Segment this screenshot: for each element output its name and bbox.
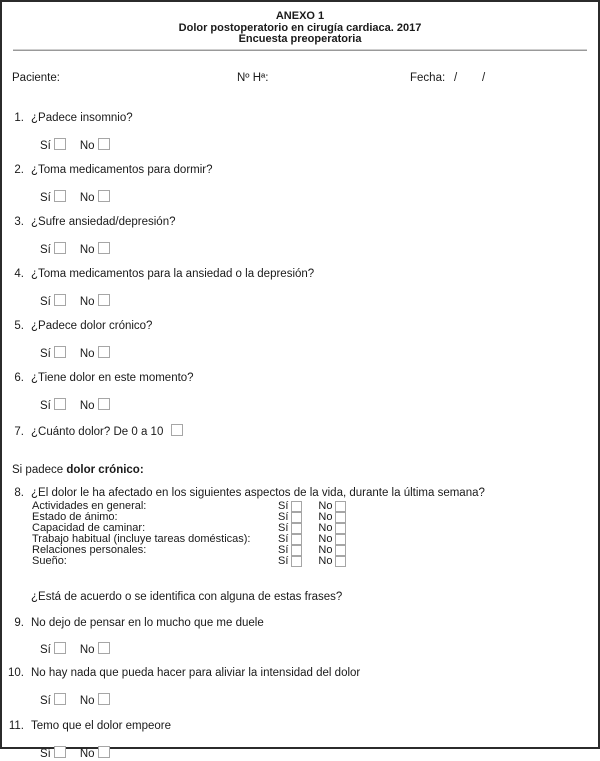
form-subtitle-2: Encuesta preoperatoria [238, 33, 362, 45]
date-label: Fecha: [410, 71, 446, 84]
question-6-text: ¿Tiene dolor en este momento? [31, 371, 194, 384]
chronic-intro-bold: dolor crónico: [66, 463, 144, 476]
pain-score-checkbox[interactable] [171, 424, 183, 436]
question-7-number: 7. [14, 425, 24, 438]
yes-checkbox[interactable] [54, 138, 66, 150]
question-5-text: ¿Padece dolor crónico? [31, 319, 153, 332]
no-checkbox[interactable] [98, 398, 110, 410]
yes-label: Sí [40, 295, 51, 308]
question-5-answers [2, 346, 598, 359]
question-11-answers [2, 746, 598, 759]
no-checkbox[interactable] [98, 346, 110, 358]
question-8-line [2, 487, 598, 500]
yes-checkbox[interactable] [291, 523, 302, 534]
no-label: No [79, 643, 95, 656]
aspect-row-mood [2, 512, 598, 523]
question-6-number: 6. [14, 371, 24, 384]
history-number-label: Nº Hª: [237, 71, 269, 84]
aspect-label: Actividades en general: [32, 499, 147, 512]
yes-label: Sí [278, 510, 289, 523]
question-2-answers [2, 190, 598, 203]
aspect-label: Sueño: [32, 554, 67, 567]
no-label: No [318, 510, 333, 523]
yes-checkbox[interactable] [291, 545, 302, 556]
yes-label: Sí [40, 747, 51, 760]
question-2-text: ¿Toma medicamentos para dormir? [31, 163, 213, 176]
yes-label: Sí [40, 243, 51, 256]
yes-label: Sí [40, 694, 51, 707]
question-3-number: 3. [14, 215, 24, 228]
form-title: ANEXO 1 [275, 10, 325, 22]
no-checkbox[interactable] [98, 294, 110, 306]
patient-info-row [2, 72, 598, 85]
aspect-label: Trabajo habitual (incluye tareas domésticas): [32, 532, 251, 545]
yes-checkbox[interactable] [54, 346, 66, 358]
yes-label: Sí [40, 643, 51, 656]
yes-checkbox[interactable] [54, 242, 66, 254]
question-7 [2, 424, 598, 439]
yes-checkbox[interactable] [54, 746, 66, 758]
question-8-number: 8. [14, 486, 24, 499]
header-divider [13, 49, 587, 51]
no-checkbox[interactable] [335, 545, 346, 556]
aspect-label: Estado de ánimo: [32, 510, 118, 523]
question-3 [2, 216, 598, 229]
no-label: No [79, 191, 95, 204]
question-11-number: 11. [8, 719, 24, 732]
no-label: No [79, 399, 95, 412]
no-label: No [79, 747, 95, 760]
question-2 [2, 164, 598, 177]
yes-label: Sí [278, 499, 289, 512]
question-4-answers [2, 294, 598, 307]
aspect-row-sleep [2, 556, 598, 567]
yes-checkbox[interactable] [54, 190, 66, 202]
question-4 [2, 268, 598, 281]
question-8 [2, 487, 598, 567]
chronic-intro-text: Si padece [12, 463, 67, 476]
question-3-text: ¿Sufre ansiedad/depresión? [31, 215, 176, 228]
yes-checkbox[interactable] [291, 556, 302, 567]
no-label: No [318, 543, 333, 556]
question-5-number: 5. [14, 319, 24, 332]
question-9-text: No dejo de pensar en lo mucho que me duele [31, 616, 264, 629]
no-checkbox[interactable] [98, 138, 110, 150]
aspect-label: Relaciones personales: [32, 543, 147, 556]
question-11 [2, 720, 598, 733]
aspect-row-general-activities [2, 501, 598, 512]
yes-label: Sí [278, 554, 289, 567]
yes-label: Sí [40, 191, 51, 204]
question-9 [2, 617, 598, 630]
aspect-label: Capacidad de caminar: [32, 521, 146, 534]
no-checkbox[interactable] [335, 556, 346, 567]
no-label: No [79, 295, 95, 308]
no-checkbox[interactable] [98, 746, 110, 758]
patient-label: Paciente: [12, 71, 60, 84]
question-1-answers [2, 138, 598, 151]
no-checkbox[interactable] [98, 693, 110, 705]
question-10-text: No hay nada que pueda hacer para aliviar la intensidad del dolor [31, 666, 361, 679]
no-checkbox[interactable] [335, 512, 346, 523]
no-checkbox[interactable] [335, 534, 346, 545]
yes-checkbox[interactable] [291, 534, 302, 545]
question-6-answers [2, 398, 598, 411]
question-5 [2, 320, 598, 333]
yes-label: Sí [278, 543, 289, 556]
no-checkbox[interactable] [98, 190, 110, 202]
question-1-number: 1. [14, 111, 24, 124]
no-checkbox[interactable] [335, 501, 346, 512]
question-9-number: 9. [14, 616, 24, 629]
form-subtitle: Dolor postoperatorio en cirugía cardiaca. 2017 [178, 21, 422, 34]
question-1-text: ¿Padece insomnio? [31, 111, 133, 124]
question-4-number: 4. [14, 267, 24, 280]
question-6 [2, 372, 598, 385]
question-8-aspects [2, 501, 598, 567]
form-header [2, 2, 598, 46]
question-7-text: ¿Cuánto dolor? De 0 a 10 [31, 425, 164, 438]
question-8-text: ¿El dolor le ha afectado en los siguientes aspectos de la vida, durante la última semana? [31, 486, 485, 499]
yes-checkbox[interactable] [54, 294, 66, 306]
no-label: No [79, 347, 95, 360]
question-1 [2, 112, 598, 125]
yes-checkbox[interactable] [291, 501, 302, 512]
no-checkbox[interactable] [98, 642, 110, 654]
no-checkbox[interactable] [335, 523, 346, 534]
question-10-answers [2, 693, 598, 706]
no-label: No [318, 532, 333, 545]
yes-checkbox[interactable] [54, 642, 66, 654]
question-10 [2, 667, 598, 680]
yes-label: Sí [40, 139, 51, 152]
yes-label: Sí [40, 399, 51, 412]
date-slash-2: / [482, 71, 486, 84]
date-slash-1: / [454, 71, 458, 84]
no-label: No [79, 694, 95, 707]
chronic-pain-section-intro [2, 464, 598, 477]
yes-checkbox[interactable] [291, 512, 302, 523]
yes-checkbox[interactable] [54, 398, 66, 410]
no-label: No [318, 499, 333, 512]
no-checkbox[interactable] [98, 242, 110, 254]
yes-label: Sí [40, 347, 51, 360]
no-label: No [79, 243, 95, 256]
aspect-row-relationships [2, 545, 598, 556]
aspect-row-work [2, 534, 598, 545]
yes-label: Sí [278, 532, 289, 545]
question-3-answers [2, 242, 598, 255]
question-11-text: Temo que el dolor empeore [31, 719, 171, 732]
aspect-row-walking [2, 523, 598, 534]
phrases-intro: ¿Está de acuerdo o se identifica con alguna de estas frases? [31, 590, 343, 603]
question-9-answers [2, 642, 598, 655]
no-label: No [318, 554, 333, 567]
yes-label: Sí [278, 521, 289, 534]
no-label: No [79, 139, 95, 152]
question-10-number: 10. [8, 666, 24, 679]
yes-checkbox[interactable] [54, 693, 66, 705]
question-4-text: ¿Toma medicamentos para la ansiedad o la depresión? [31, 267, 315, 280]
question-2-number: 2. [14, 163, 24, 176]
no-label: No [318, 521, 333, 534]
